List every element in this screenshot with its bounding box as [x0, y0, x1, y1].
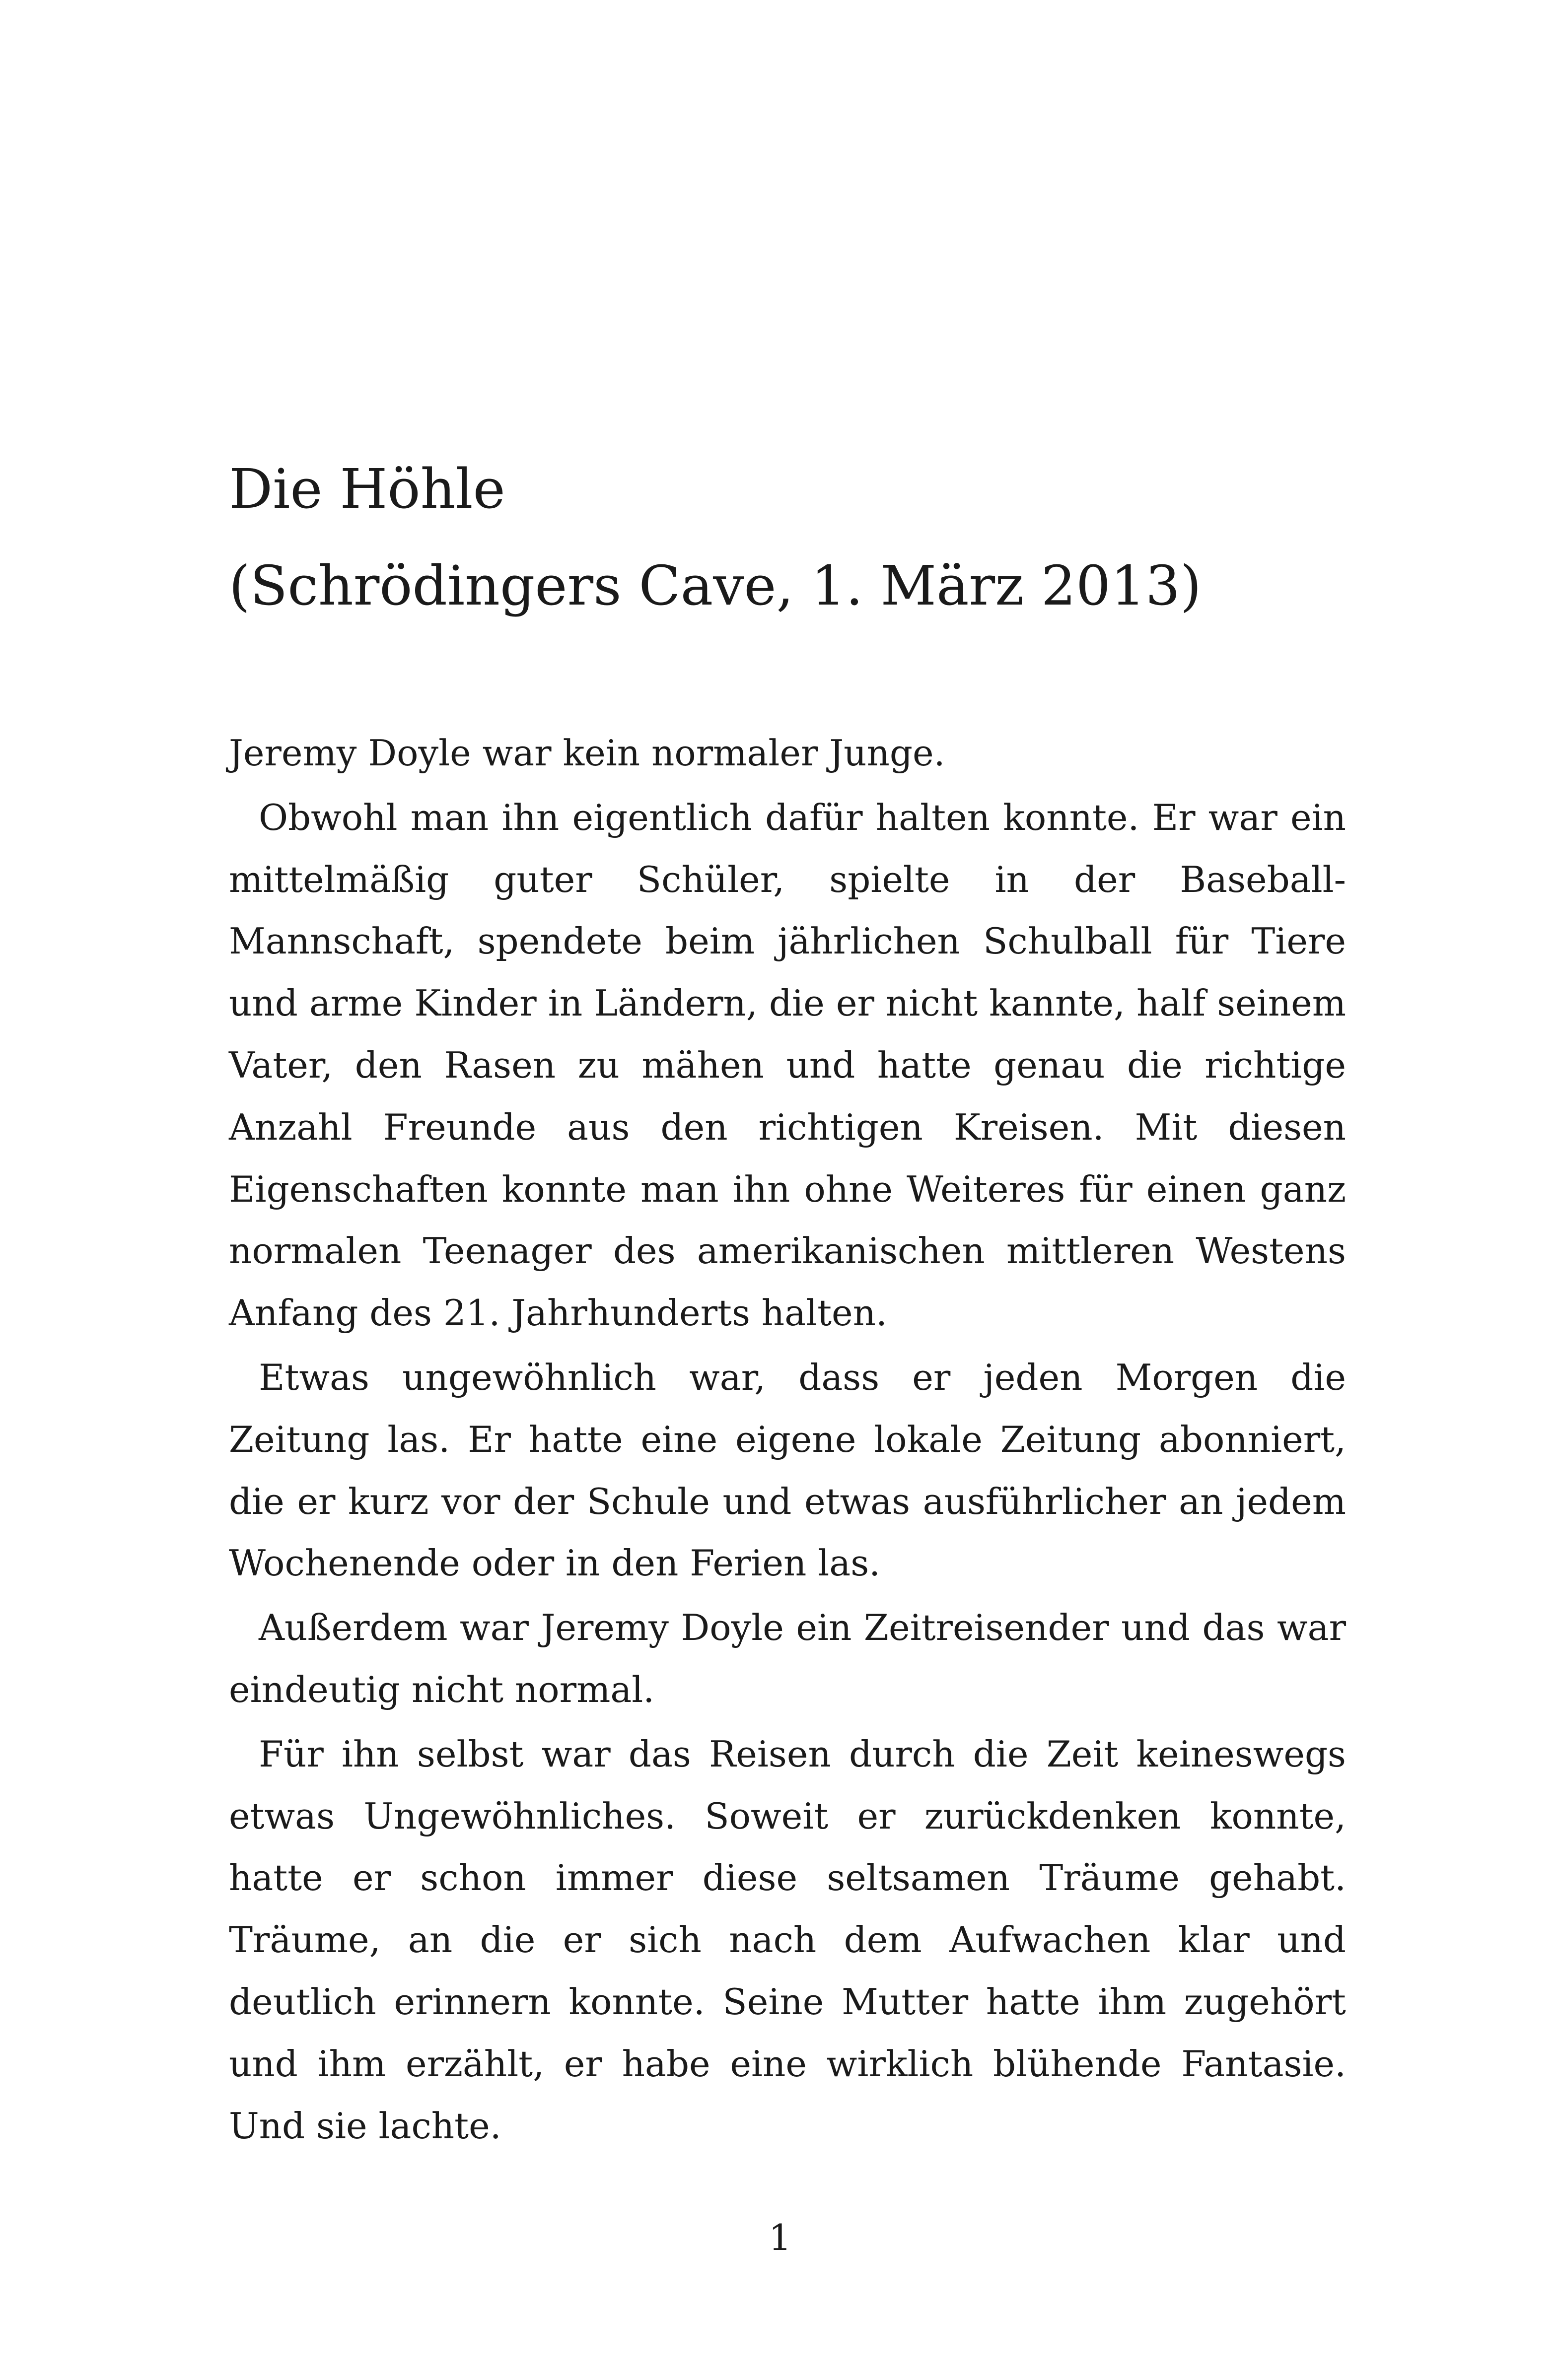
page-number: 1	[769, 2217, 791, 2258]
paragraph: Für ihn selbst war das Reisen durch die Zeit keineswegs etwas Ungewöhnliches. Soweit er zurückdenken konnte, hatte er schon immer diese seltsamen Träume gehabt. Träume, an die er sich nach dem Aufwachen klar und deutlich erinnern konnte. Seine Mutter hatte ihm zugehört und ihm erzählt, er habe eine wirklich blühende Fantasie. Und sie lachte.	[229, 1733, 1346, 2147]
chapter-title: Die Höhle	[229, 457, 505, 521]
paragraph: Etwas ungewöhnlich war, dass er jeden Morgen die Zeitung las. Er hatte eine eigene lokale Zeitung abonniert, die er kurz vor der Schule und etwas ausführlicher an jedem Wochenende oder in den Ferien las.	[229, 1356, 1346, 1584]
chapter-subtitle: (Schrödingers Cave, 1. März 2013)	[229, 554, 1202, 617]
paragraph: Außerdem war Jeremy Doyle ein Zeitreisender und das war eindeutig nicht normal.	[229, 1607, 1346, 1710]
paragraph: Obwohl man ihn eigentlich dafür halten konnte. Er war ein mittelmäßig guter Schüler, spielte in der Baseball-Mannschaft, spendete beim jährlichen Schulball für Tiere und arme Kinder in Ländern, die er nicht kannte, half seinem Vater, den Rasen zu mähen und hatte genau die richtige Anzahl Freunde aus den richtigen Kreisen. Mit diesen Eigenschaften konnte man ihn ohne Weiteres für einen ganz normalen Teenager des amerikanischen mittleren Westens Anfang des 21. Jahrhunderts halten.	[229, 796, 1346, 1334]
body-text	[229, 722, 1346, 2159]
paragraph: Jeremy Doyle war kein normaler Junge.	[229, 732, 945, 774]
